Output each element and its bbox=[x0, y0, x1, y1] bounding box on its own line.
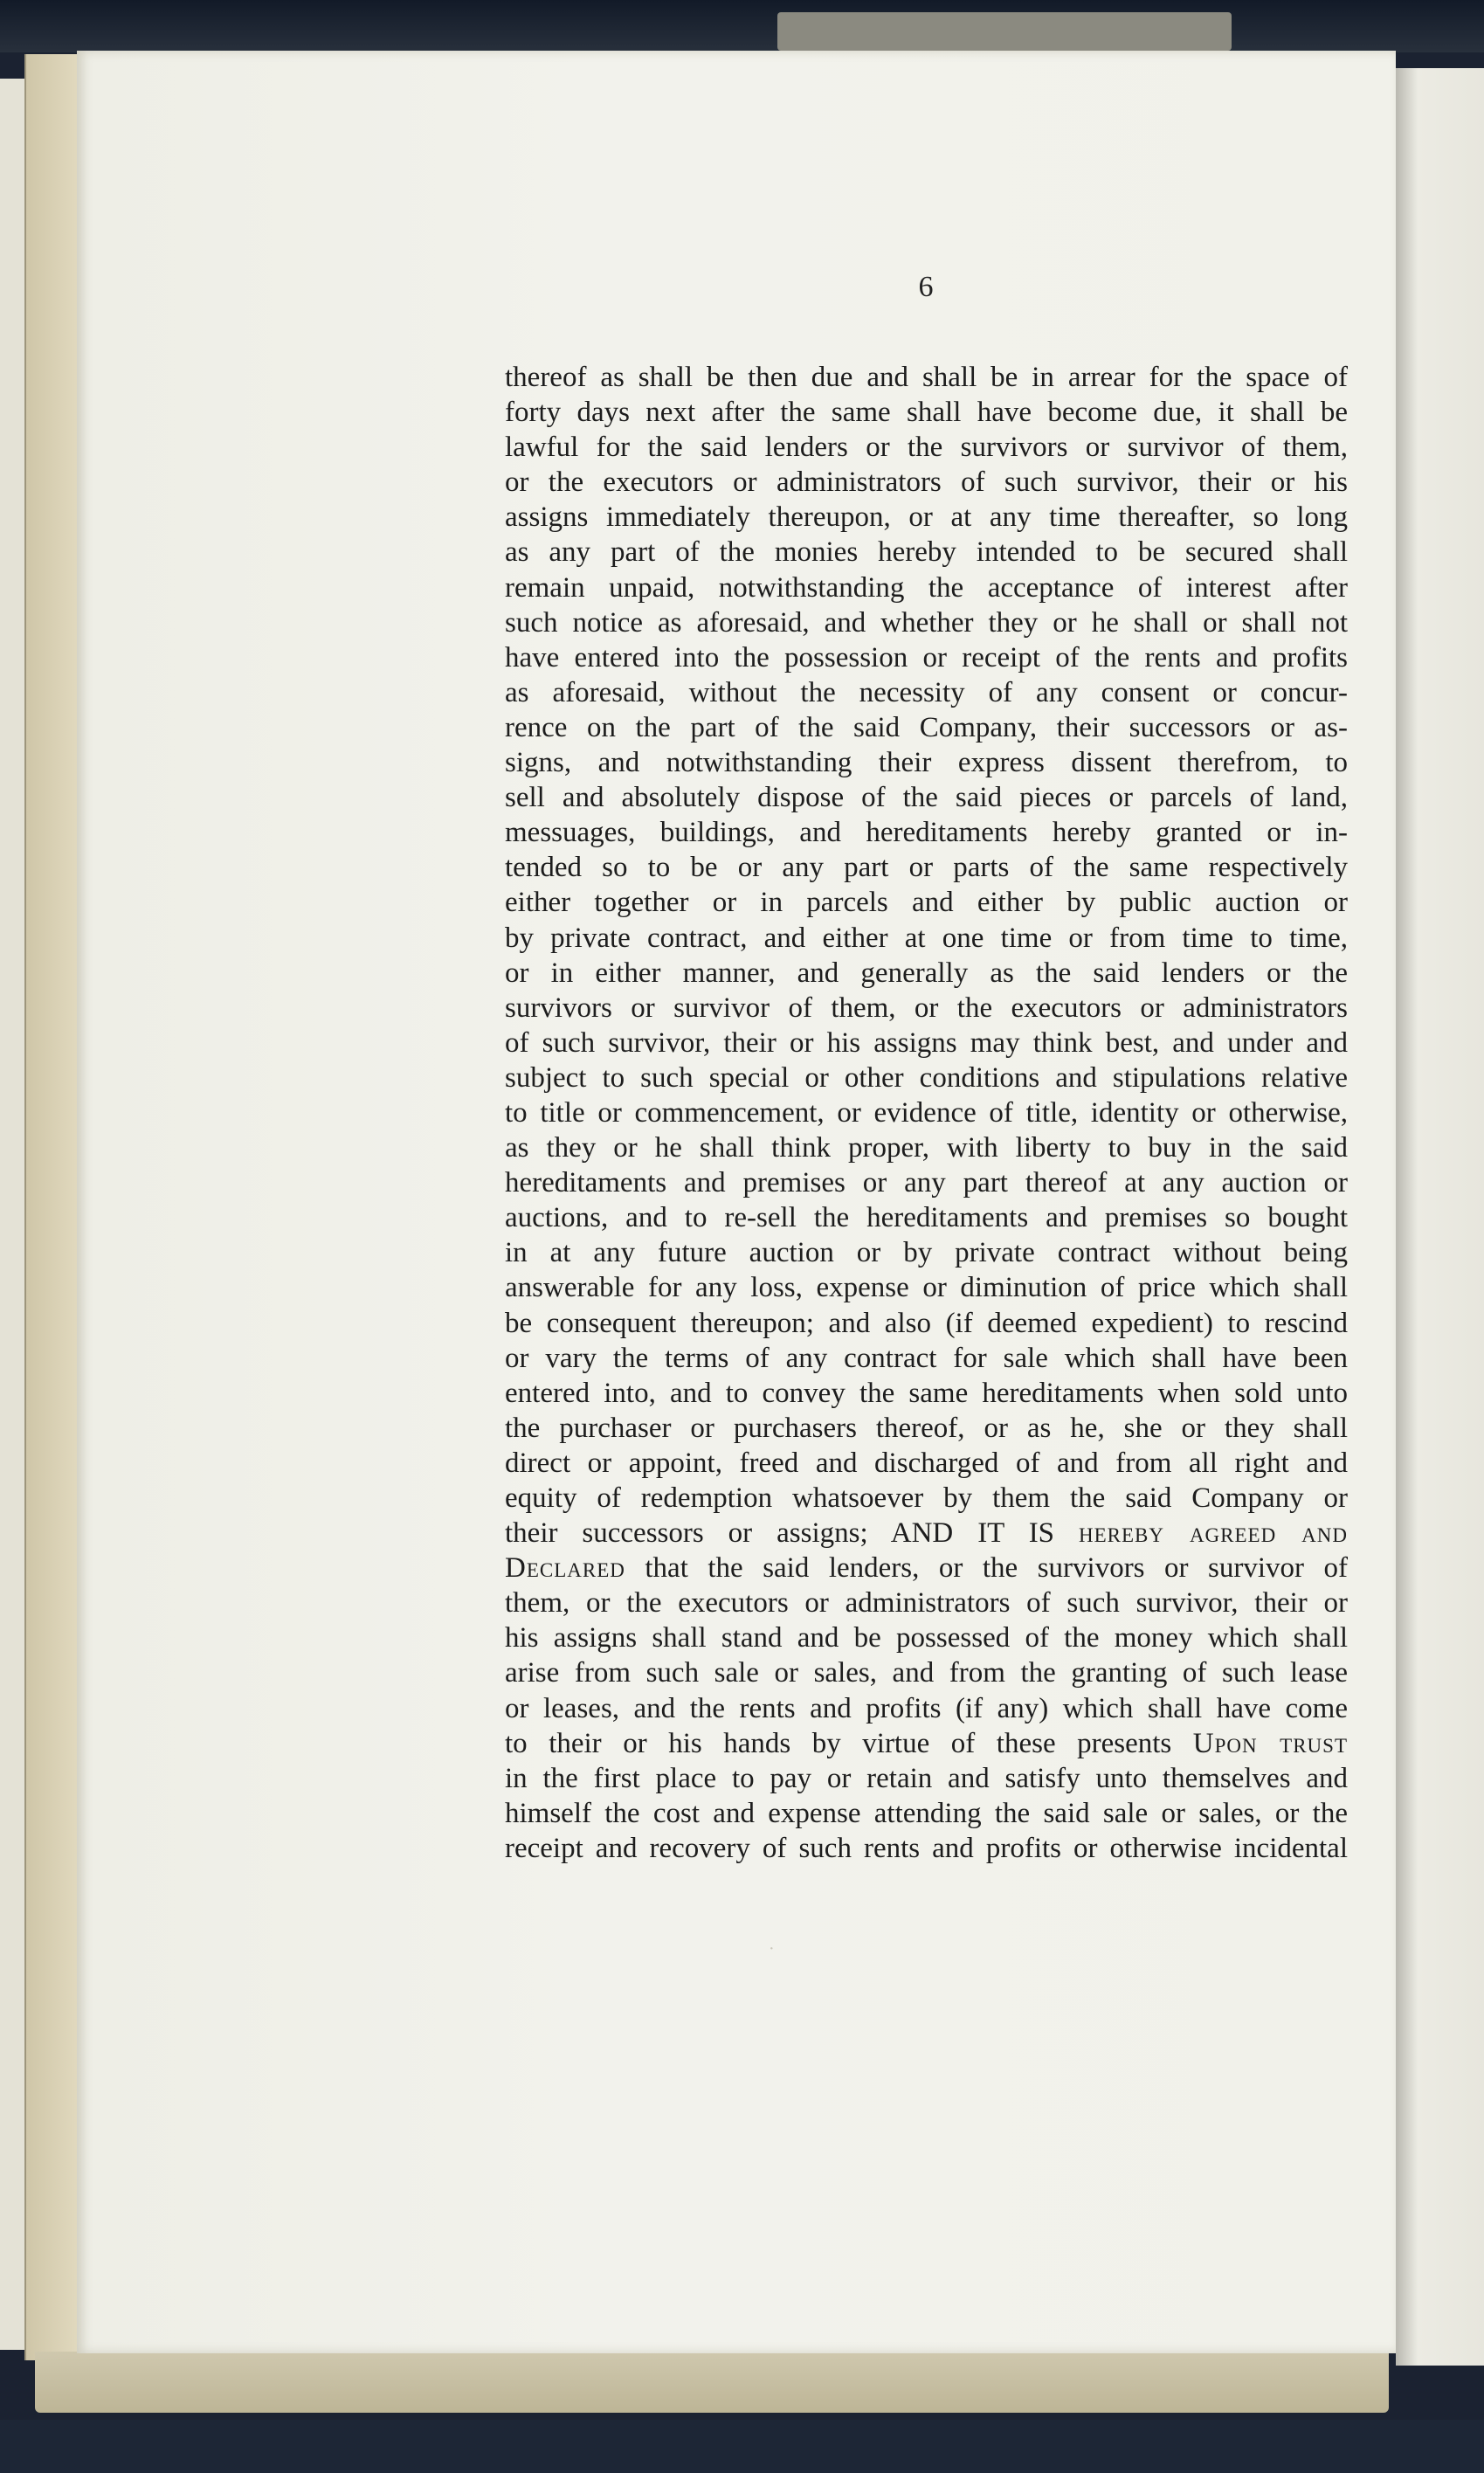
text-span: tended so to be or any part or parts of the same respectively bbox=[505, 852, 1348, 884]
text-span: their successors or assigns; AND IT IS bbox=[505, 1517, 1079, 1550]
small-caps-text: Upon trust bbox=[1192, 1727, 1348, 1759]
text-line bbox=[505, 745, 1348, 780]
previous-page-edge bbox=[0, 79, 26, 2350]
text-span: subject to such special or other conditions and stipulations relative bbox=[505, 1061, 1348, 1094]
text-line bbox=[505, 1165, 1348, 1200]
text-line bbox=[505, 1585, 1348, 1620]
text-span: receipt and recovery of such rents and profits or otherwise incidental bbox=[505, 1832, 1348, 1864]
text-line bbox=[505, 885, 1348, 920]
text-line bbox=[505, 710, 1348, 745]
text-span: sell and absolutely dispose of the said pieces or parcels of land, bbox=[505, 782, 1348, 814]
small-caps-text: Declared bbox=[505, 1552, 625, 1585]
text-line bbox=[505, 1060, 1348, 1095]
text-span: as aforesaid, without the necessity of any consent or concur- bbox=[505, 676, 1348, 708]
book-bottom-edge bbox=[35, 2352, 1389, 2413]
scanner-background-bottom bbox=[0, 2420, 1484, 2473]
text-line bbox=[505, 1831, 1348, 1866]
text-line bbox=[505, 1270, 1348, 1305]
binding-flap bbox=[777, 12, 1232, 51]
text-span: to their or his hands by virtue of these presents bbox=[505, 1727, 1193, 1759]
text-line bbox=[505, 430, 1348, 465]
text-span: or the executors or administrators of such survivor, their or his bbox=[505, 466, 1348, 499]
text-span: that the said lenders, or the survivors or survivor of bbox=[625, 1552, 1348, 1585]
text-span: of such survivor, their or his assigns may think best, and under and bbox=[505, 1026, 1348, 1059]
text-line bbox=[505, 850, 1348, 885]
text-line bbox=[505, 675, 1348, 710]
text-line bbox=[505, 640, 1348, 675]
text-span: himself the cost and expense attending the said sale or sales, or the bbox=[505, 1797, 1348, 1829]
text-span: such notice as aforesaid, and whether they or he shall or shall not bbox=[505, 606, 1348, 639]
text-line bbox=[505, 1516, 1348, 1551]
next-page-edge bbox=[1396, 68, 1484, 2366]
text-line bbox=[505, 1655, 1348, 1690]
text-line bbox=[505, 991, 1348, 1026]
text-span: survivors or survivor of them, or the executors or administrators bbox=[505, 991, 1348, 1024]
text-line bbox=[505, 1341, 1348, 1376]
text-span: lawful for the said lenders or the survivors or survivor of them, bbox=[505, 432, 1348, 464]
text-span: in the first place to pay or retain and satisfy unto themselves and bbox=[505, 1762, 1348, 1794]
text-line bbox=[505, 1691, 1348, 1726]
small-caps-text: hereby agreed and bbox=[1079, 1517, 1348, 1550]
text-span: his assigns shall stand and be possessed of the money which shall bbox=[505, 1622, 1348, 1654]
text-line bbox=[505, 1796, 1348, 1831]
text-span: the purchaser or purchasers thereof, or as he, she or they shall bbox=[505, 1412, 1348, 1444]
text-span: thereof as shall be then due and shall be in arrear for the space of bbox=[505, 362, 1348, 393]
text-line bbox=[505, 1235, 1348, 1270]
text-line bbox=[505, 1726, 1348, 1761]
text-line bbox=[505, 1620, 1348, 1655]
text-span: as they or he shall think proper, with liberty to buy in the said bbox=[505, 1132, 1348, 1164]
text-span: hereditaments and premises or any part thereof at any auction or bbox=[505, 1167, 1348, 1199]
text-span: be consequent thereupon; and also (if deemed expedient) to rescind bbox=[505, 1307, 1348, 1339]
text-span: forty days next after the same shall have become due, it shall be bbox=[505, 397, 1348, 429]
text-line bbox=[505, 1446, 1348, 1481]
text-line bbox=[505, 815, 1348, 850]
text-line bbox=[505, 1306, 1348, 1341]
text-span: signs, and notwithstanding their express dissent therefrom, to bbox=[505, 747, 1348, 779]
text-line bbox=[505, 395, 1348, 430]
text-span: them, or the executors or administrators of such survivor, their or bbox=[505, 1587, 1348, 1620]
text-span: remain unpaid, notwithstanding the acceptance of interest after bbox=[505, 571, 1348, 604]
text-span: auctions, and to re-sell the hereditaments and premises so bought bbox=[505, 1202, 1348, 1234]
text-span: answerable for any loss, expense or diminution of price which shall bbox=[505, 1272, 1348, 1304]
text-line bbox=[505, 1026, 1348, 1060]
text-span: direct or appoint, freed and discharged of and from all right and bbox=[505, 1447, 1348, 1479]
text-span: either together or in parcels and either by public auction or bbox=[505, 887, 1348, 919]
text-span: entered into, and to convey the same hereditaments when sold unto bbox=[505, 1377, 1348, 1409]
text-span: rence on the part of the said Company, their successors or as- bbox=[505, 711, 1348, 743]
text-span: as any part of the monies hereby intended to be secured shall bbox=[505, 536, 1348, 569]
text-line bbox=[505, 465, 1348, 500]
text-span: have entered into the possession or receipt of the rents and profits bbox=[505, 641, 1348, 674]
text-line bbox=[505, 1481, 1348, 1516]
text-span: by private contract, and either at one time or from time to time, bbox=[505, 922, 1348, 954]
text-span: in at any future auction or by private contract without being bbox=[505, 1237, 1348, 1269]
text-span: or in either manner, and generally as the said lenders or the bbox=[505, 957, 1348, 989]
text-line bbox=[505, 500, 1348, 535]
text-line bbox=[505, 1376, 1348, 1411]
text-span: assigns immediately thereupon, or at any time thereafter, so long bbox=[505, 501, 1348, 534]
text-line bbox=[505, 1130, 1348, 1165]
page-number: 6 bbox=[918, 271, 934, 303]
text-span: or vary the terms of any contract for sale which shall have been bbox=[505, 1342, 1348, 1374]
text-span: messuages, buildings, and hereditaments hereby granted or in- bbox=[505, 817, 1348, 849]
text-line bbox=[505, 956, 1348, 991]
text-span: to title or commencement, or evidence of title, identity or otherwise, bbox=[505, 1096, 1348, 1129]
scanner-background-top bbox=[0, 0, 1484, 52]
body-text bbox=[505, 360, 1348, 1866]
text-span: equity of redemption whatsoever by them the said Company or bbox=[505, 1482, 1348, 1514]
text-span: or leases, and the rents and profits (if any) which shall have come bbox=[505, 1692, 1348, 1724]
text-line bbox=[505, 360, 1348, 395]
text-line bbox=[505, 921, 1348, 956]
text-line bbox=[505, 1551, 1348, 1585]
text-line bbox=[505, 1761, 1348, 1796]
bleed-through-mark: · bbox=[769, 1939, 775, 1958]
text-line bbox=[505, 605, 1348, 640]
text-line bbox=[505, 535, 1348, 570]
text-line bbox=[505, 570, 1348, 605]
text-line bbox=[505, 1411, 1348, 1446]
text-line bbox=[505, 1095, 1348, 1130]
text-line bbox=[505, 1200, 1348, 1235]
text-line bbox=[505, 780, 1348, 815]
text-span: arise from such sale or sales, and from the granting of such lease bbox=[505, 1657, 1348, 1689]
